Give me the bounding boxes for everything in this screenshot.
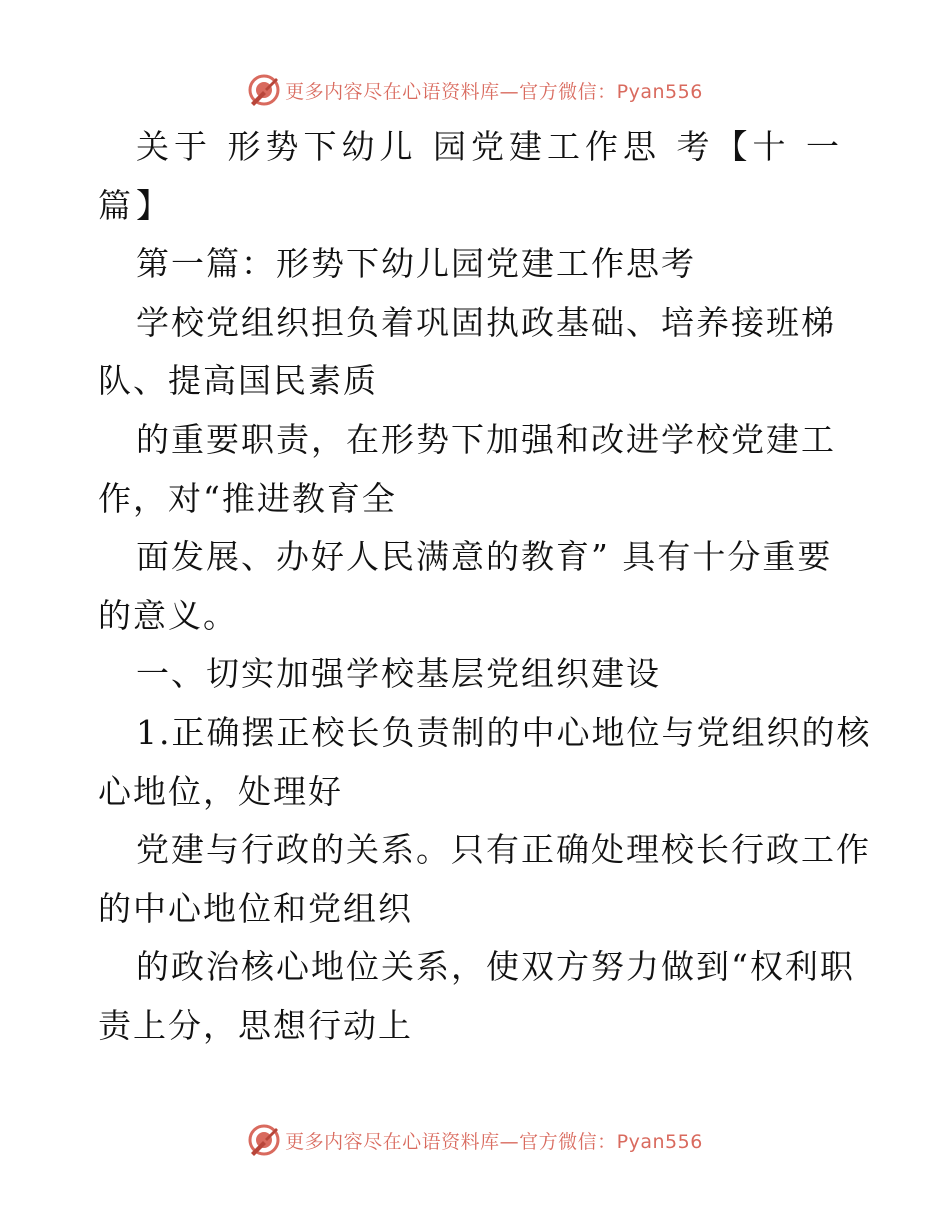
doc-text-line: 1.正确摆正校长负责制的中心地位与党组织的核 (136, 712, 872, 752)
doc-text-line: 队、提高国民素质 (98, 361, 378, 401)
doc-text-line: 面发展、办好人民满意的教育” 具有十分重要 (136, 537, 833, 577)
pen-logo-icon (247, 73, 281, 107)
document-body (98, 118, 872, 1056)
header-watermark (0, 70, 950, 110)
doc-text-line: 一、切实加强学校基层党组织建设 (136, 654, 661, 694)
doc-text-line: 的中心地位和党组织 (98, 888, 413, 928)
pen-logo-icon (247, 1123, 281, 1157)
doc-text-line: 心地位，处理好 (98, 771, 343, 811)
doc-text-line: 学校党组织担负着巩固执政基础、培养接班梯 (136, 302, 836, 342)
doc-text-line: 作，对“推进教育全 (98, 478, 397, 518)
footer-watermark (0, 1120, 950, 1160)
doc-title-line: 篇】 (98, 185, 174, 225)
doc-text-line: 的意义。 (98, 595, 238, 635)
doc-text-line: 党建与行政的关系。只有正确处理校长行政工作 (136, 830, 871, 870)
watermark-text: 更多内容尽在心语资料库—官方微信：Pyan556 (285, 1130, 703, 1153)
watermark-text: 更多内容尽在心语资料库—官方微信：Pyan556 (285, 80, 703, 103)
doc-text-line: 的政治核心地位关系，使双方努力做到“权利职 (136, 947, 855, 987)
doc-text-line: 责上分，思想行动上 (98, 1005, 413, 1045)
doc-text-line: 的重要职责，在形势下加强和改进学校党建工 (136, 419, 836, 459)
doc-text-line: 第一篇：形势下幼儿园党建工作思考 (136, 244, 696, 284)
doc-title-line: 关于 形势下幼儿 园党建工作思 考【十 一 (136, 127, 844, 166)
